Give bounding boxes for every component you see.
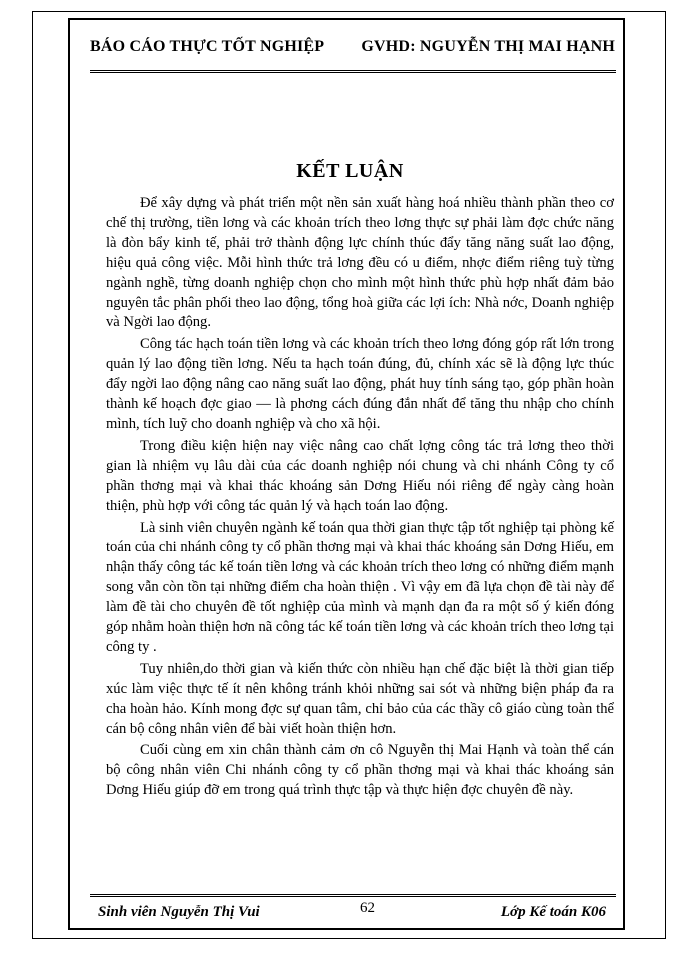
- footer-rule: [90, 894, 616, 897]
- header-supervisor: GVHD: NGUYỄN THỊ MAI HẠNH: [361, 38, 615, 55]
- running-footer: [98, 900, 606, 922]
- header-report-title: BÁO CÁO THỰC TỐT NGHIỆP: [90, 38, 325, 55]
- page-number: 62: [360, 900, 375, 916]
- page-title: KẾT LUẬN: [296, 160, 404, 182]
- paragraph: Công tác hạch toán tiền lơng và các khoản trích theo lơng đóng góp rất lớn trong quản lý lao động tiền lơng. Nếu ta hạch toán đúng, đủ, chính xác sẽ là động lực thúc đẩy ngời lao động nâng cao năng suất lao động, phát huy tính sáng tạo, góp phần hoàn thành kế hoạch đợc giao — là phơng cách đúng đắn nhất để tăng thu nhập cho chính mình, tích luỹ cho doanh nghiệp và cho xã hội.: [106, 336, 614, 432]
- footer-student-name: Sinh viên Nguyễn Thị Vui: [98, 904, 260, 920]
- paragraph: Để xây dựng và phát triển một nền sản xuất hàng hoá nhiều thành phần theo cơ chế thị trường, tiền lơng và các khoản trích theo lơng thực sự phải làm đợc chức năng là đòn bẩy kinh tế, phải trở thành động lực chính thúc đẩy tăng năng suất lao động, hiệu quả công việc. Mỗi hình thức trả lơng đều có u điểm, nhợc điểm riêng tuỳ từng ngành nghề, từng doanh nghiệp chọn cho mình một hình thức phù hợp nhất đảm bảo nguyên tắc phân phối theo lao động, tổng hoà giữa các lợi ích: Nhà nớc, Doanh nghiệp và Ngời lao động.: [106, 195, 614, 331]
- running-header: [90, 38, 615, 56]
- paragraph: Tuy nhiên,do thời gian và kiến thức còn nhiều hạn chế đặc biệt là thời gian tiếp xúc làm việc thực tế ít nên không tránh khỏi những sai sót và những biện pháp đa ra cha hoàn hảo. Kính mong đợc sự quan tâm, chỉ bảo của các thầy cô giáo cùng toàn thể cán bộ công nhân viên để bài viết hoàn thiện hơn.: [106, 660, 614, 737]
- paragraph: Là sinh viên chuyên ngành kế toán qua thời gian thực tập tốt nghiệp tại phòng kế toán của chi nhánh công ty cổ phần thơng mại và khai thác khoáng sản Dơng Hiếu, em nhận thấy công tác kế toán tiền lơng và các khoản trích theo lơng có những điểm mạnh song vẫn còn tồn tại những điểm cha hoàn thiện . Vì vậy em đã lựa chọn đề tài này để làm đề tài cho chuyên đề tốt nghiệp của mình và mạnh dạn đa ra một số ý kiến đóng góp nhằm hoàn thiện hơn nã công tác kế toán tiền lơng và các khoản trích theo lơng tại công ty .: [106, 519, 614, 655]
- conclusion-body: [106, 194, 614, 803]
- paragraph: Trong điều kiện hiện nay việc nâng cao chất lợng công tác trả lơng theo thời gian là nhiệm vụ lâu dài của các doanh nghiệp nói chung và chi nhánh Công ty cổ phần thơng mại và khai thác khoáng sản Dơng Hiếu nói riêng để ngày càng hoàn thiện, phù hợp với công tác quản lý và hạch toán lao động.: [106, 437, 614, 514]
- paragraph: Cuối cùng em xin chân thành cảm ơn cô Nguyễn thị Mai Hạnh và toàn thể cán bộ công nhân viên Chi nhánh công ty cổ phần thơng mại và khai thác khoáng sản Dơng Hiếu giúp đỡ em trong quá trình thực tập và thực hiện đợc chuyên đề này.: [106, 742, 614, 799]
- header-rule: [90, 70, 616, 73]
- footer-class: Lớp Kế toán K06: [500, 904, 606, 920]
